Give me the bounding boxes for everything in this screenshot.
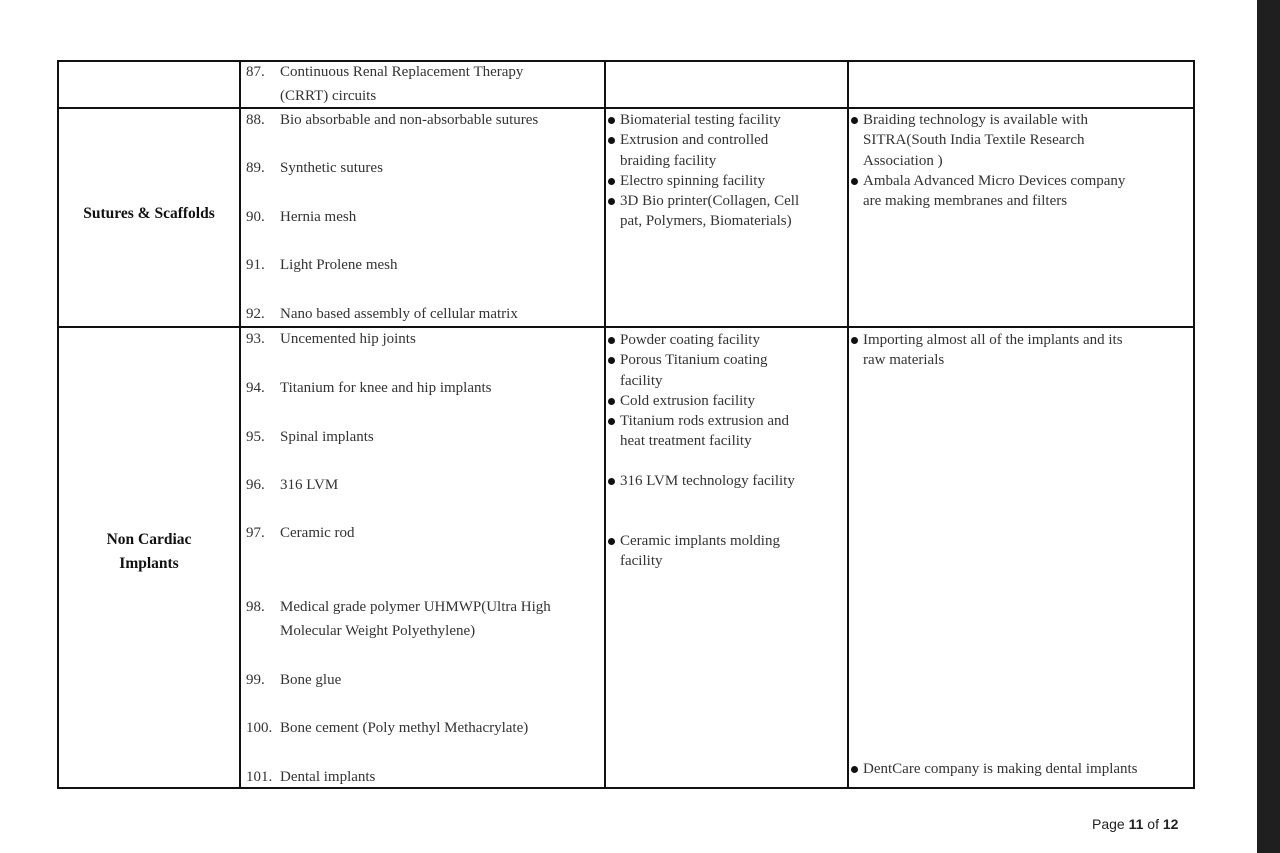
bullet-item: Electro spinning facility xyxy=(606,171,846,191)
list-item: 87. Continuous Renal Replacement Therapy (CRRT) circuits xyxy=(246,64,524,104)
list-item: 96. 316 LVM xyxy=(246,477,339,493)
bullet-icon xyxy=(608,418,615,425)
list-item: 88. Bio absorbable and non-absorbable sutures xyxy=(246,112,539,128)
list-item: 92. Nano based assembly of cellular matrix xyxy=(246,306,518,322)
bullet-item: Braiding technology is available with SITRA(South India Textile Research Association ) xyxy=(849,110,1189,171)
list-item: 95. Spinal implants xyxy=(246,429,374,445)
bullet-item: Cold extrusion facility xyxy=(606,391,846,411)
bullet-icon xyxy=(608,337,615,344)
bullet-item: Importing almost all of the implants and its raw materials xyxy=(849,330,1189,371)
bullet-icon xyxy=(851,117,858,124)
screen-edge-bar xyxy=(1257,0,1280,853)
row-divider xyxy=(59,326,1193,328)
list-item: 97. Ceramic rod xyxy=(246,525,355,541)
bullet-icon xyxy=(608,117,615,124)
status-list xyxy=(849,759,1195,779)
facility-list xyxy=(606,330,846,452)
category-non-cardiac-implants: Non Cardiac Implants xyxy=(106,531,192,572)
bullet-item: DentCare company is making dental implants xyxy=(849,759,1195,779)
list-item: 93. Uncemented hip joints xyxy=(246,331,416,347)
bullet-item: Ambala Advanced Micro Devices company are making membranes and filters xyxy=(849,171,1189,212)
bullet-icon xyxy=(608,538,615,545)
status-list xyxy=(849,330,1189,371)
list-item: 98. Medical grade polymer UHMWP(Ultra High Molecular Weight Polyethylene) xyxy=(246,599,551,639)
facility-list xyxy=(606,110,846,232)
bullet-item: Powder coating facility xyxy=(606,330,846,350)
bullet-icon xyxy=(608,198,615,205)
list-item: 94. Titanium for knee and hip implants xyxy=(246,380,492,396)
bullet-item: Titanium rods extrusion and heat treatment facility xyxy=(606,411,846,452)
status-list xyxy=(849,110,1189,211)
bullet-icon xyxy=(608,398,615,405)
page-number: Page 11 of 12 xyxy=(1092,816,1179,832)
bullet-item: Porous Titanium coating facility xyxy=(606,350,846,391)
row-divider xyxy=(59,107,1193,109)
bullet-icon xyxy=(851,337,858,344)
list-item: 89. Synthetic sutures xyxy=(246,160,383,176)
list-item: 101. Dental implants xyxy=(246,769,376,785)
bullet-icon xyxy=(608,178,615,185)
implants-table xyxy=(57,60,1195,789)
bullet-item: Biomaterial testing facility xyxy=(606,110,846,130)
list-item: 91. Light Prolene mesh xyxy=(246,257,398,273)
bullet-icon xyxy=(608,137,615,144)
bullet-icon xyxy=(851,178,858,185)
category-sutures-scaffolds: Sutures & Scaffolds xyxy=(83,205,215,222)
bullet-icon xyxy=(608,357,615,364)
bullet-icon xyxy=(851,766,858,773)
bullet-item: 316 LVM technology facility xyxy=(606,471,846,491)
bullet-icon xyxy=(608,478,615,485)
facility-list xyxy=(606,531,846,572)
list-item: 99. Bone glue xyxy=(246,672,342,688)
list-item: 90. Hernia mesh xyxy=(246,209,357,225)
facility-list xyxy=(606,471,846,491)
bullet-item: Ceramic implants molding facility xyxy=(606,531,846,572)
list-item: 100. Bone cement (Poly methyl Methacrylate) xyxy=(246,720,529,736)
bullet-item: 3D Bio printer(Collagen, Cell pat, Polymers, Biomaterials) xyxy=(606,191,846,232)
bullet-item: Extrusion and controlled braiding facility xyxy=(606,130,846,171)
column-divider xyxy=(239,62,241,787)
